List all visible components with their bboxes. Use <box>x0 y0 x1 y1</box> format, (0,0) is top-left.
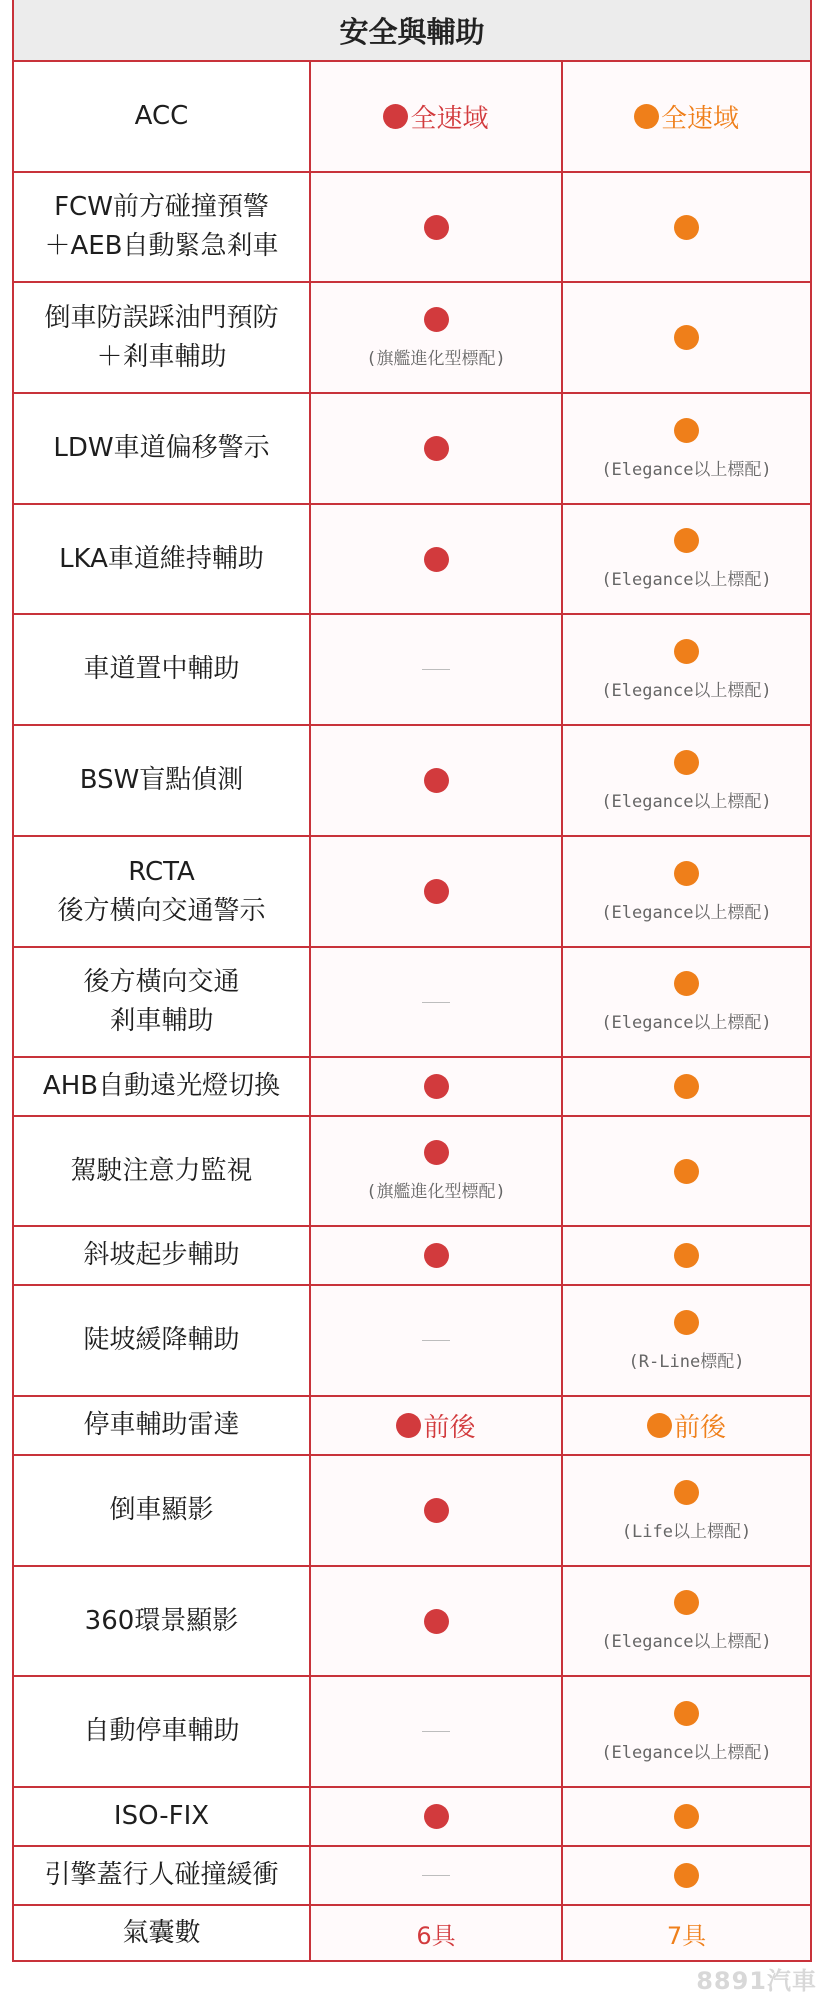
variant-a-cell <box>311 615 563 724</box>
feature-label-cell <box>14 1456 311 1565</box>
standard-dot-icon <box>674 325 699 350</box>
variant-b-cell <box>563 1677 810 1786</box>
standard-dot-icon <box>674 418 699 443</box>
not-available-dash <box>422 1731 450 1732</box>
table-row <box>14 1788 810 1847</box>
airbag-count: 7具 <box>666 1921 707 1950</box>
table-row <box>14 394 810 505</box>
not-available-dash <box>422 1002 450 1003</box>
variant-a-cell <box>311 1788 563 1845</box>
standard-dot-icon <box>424 768 449 793</box>
variant-b-cell <box>563 837 810 946</box>
standard-dot-icon <box>396 1413 421 1438</box>
variant-b-cell <box>563 62 810 171</box>
table-row <box>14 173 810 283</box>
indicator-text: 前後 <box>673 1413 726 1443</box>
feature-label: 車道置中輔助 <box>83 654 240 684</box>
standard-dot-icon <box>674 1863 699 1888</box>
variant-a-cell <box>311 505 563 613</box>
table-row <box>14 505 810 615</box>
table-row <box>14 1227 810 1286</box>
standard-dot-icon <box>674 1074 699 1099</box>
standard-dot-icon <box>674 528 699 553</box>
feature-label: AHB自動遠光燈切換 <box>42 1071 281 1101</box>
feature-label-cell <box>14 1567 311 1675</box>
standard-dot-icon <box>674 1243 699 1268</box>
feature-label: LKA車道維持輔助 <box>59 543 264 574</box>
availability-note: (旗艦進化型標配) <box>366 1182 506 1202</box>
variant-b-cell <box>563 1286 810 1395</box>
feature-label: ISO-FIX <box>113 1801 210 1831</box>
variant-a-cell <box>311 1117 563 1225</box>
standard-dot-icon <box>424 1140 449 1165</box>
feature-label-cell <box>14 726 311 835</box>
feature-label: 氣囊數 <box>122 1917 201 1948</box>
feature-label: 停車輔助雷達 <box>83 1410 240 1440</box>
section-header: 安全與輔助 <box>14 0 810 62</box>
standard-dot-icon <box>674 1480 699 1505</box>
table-row <box>14 1456 810 1567</box>
indicator-text: 前後 <box>423 1413 476 1443</box>
feature-label: ACC <box>134 101 189 131</box>
variant-b-cell <box>563 394 810 503</box>
availability-note: (旗艦進化型標配) <box>366 348 506 369</box>
variant-a-cell <box>311 283 563 392</box>
variant-b-cell <box>563 1058 810 1115</box>
availability-note: (Elegance以上標配) <box>601 570 772 590</box>
variant-a-cell <box>311 1058 563 1115</box>
standard-dot-icon <box>674 1701 699 1726</box>
feature-label-cell <box>14 1788 311 1845</box>
variant-a-cell <box>311 1456 563 1565</box>
feature-label-cell <box>14 1058 311 1115</box>
variant-a-cell <box>311 726 563 835</box>
standard-dot-icon <box>424 1074 449 1099</box>
feature-label: 360環景顯影 <box>84 1605 239 1636</box>
availability-note: (Elegance以上標配) <box>601 459 772 480</box>
indicator-text: 全速域 <box>660 104 739 134</box>
table-row <box>14 837 810 948</box>
availability-note: (Elegance以上標配) <box>601 1013 772 1033</box>
availability-note: (Elegance以上標配) <box>601 680 772 701</box>
feature-label: 後方橫向交通 <box>83 967 240 997</box>
variant-b-cell <box>563 1397 810 1454</box>
standard-dot-icon <box>634 104 659 129</box>
feature-label: FCW前方碰撞預警 <box>54 192 269 222</box>
spec-table <box>12 0 812 1962</box>
variant-a-cell <box>311 1847 563 1904</box>
standard-dot-icon <box>674 1310 699 1335</box>
availability-note: (Elegance以上標配) <box>601 791 772 812</box>
table-row <box>14 1117 810 1227</box>
standard-dot-icon <box>424 1804 449 1829</box>
variant-a-cell <box>311 1227 563 1284</box>
not-available-dash <box>422 1875 450 1876</box>
table-row <box>14 1677 810 1788</box>
variant-b-cell <box>563 615 810 724</box>
feature-label: RCTA <box>128 856 195 887</box>
availability-note: (Life以上標配) <box>621 1521 752 1542</box>
standard-dot-icon <box>674 215 699 240</box>
feature-label: ＋AEB自動緊急剎車 <box>44 231 279 261</box>
variant-b-cell <box>563 1788 810 1845</box>
not-available-dash <box>422 1340 450 1341</box>
table-row <box>14 283 810 394</box>
feature-label-cell <box>14 1286 311 1395</box>
feature-label-cell <box>14 1227 311 1284</box>
feature-label: ＋剎車輔助 <box>96 341 227 372</box>
not-available-dash <box>422 669 450 670</box>
standard-dot-icon <box>424 436 449 461</box>
variant-a-cell <box>311 1397 563 1454</box>
feature-label-cell <box>14 505 311 613</box>
standard-dot-icon <box>674 639 699 664</box>
table-row <box>14 1847 810 1906</box>
airbag-count: 6具 <box>416 1921 456 1950</box>
feature-label: LDW車道偏移警示 <box>53 433 270 463</box>
feature-label: 自動停車輔助 <box>83 1716 240 1746</box>
feature-label: 後方橫向交通警示 <box>57 895 266 926</box>
variant-a-cell <box>311 948 563 1056</box>
standard-dot-icon <box>424 547 449 572</box>
feature-label-cell <box>14 283 311 392</box>
feature-label-cell <box>14 394 311 503</box>
standard-dot-icon <box>424 1498 449 1523</box>
standard-dot-icon <box>424 879 449 904</box>
variant-a-cell <box>311 1567 563 1675</box>
variant-b-cell <box>563 948 810 1056</box>
variant-b-cell <box>563 1117 810 1225</box>
feature-label-cell <box>14 173 311 281</box>
variant-b-cell <box>563 1456 810 1565</box>
availability-note: (R-Line標配) <box>628 1351 745 1372</box>
table-row <box>14 948 810 1058</box>
feature-label-cell <box>14 1906 311 1960</box>
feature-label-cell <box>14 615 311 724</box>
feature-label-cell <box>14 837 311 946</box>
feature-label-cell <box>14 1847 311 1904</box>
standard-dot-icon <box>674 971 699 996</box>
feature-label: 陡坡緩降輔助 <box>83 1325 240 1355</box>
feature-label: 倒車防誤踩油門預防 <box>44 302 279 333</box>
availability-note: (Elegance以上標配) <box>601 902 772 923</box>
table-row <box>14 1906 810 1962</box>
feature-label-cell <box>14 62 311 171</box>
feature-label: 倒車顯影 <box>109 1495 214 1525</box>
feature-label-cell <box>14 948 311 1056</box>
variant-a-cell <box>311 1677 563 1786</box>
standard-dot-icon <box>383 104 408 129</box>
indicator-text: 全速域 <box>410 104 489 134</box>
variant-b-cell <box>563 283 810 392</box>
availability-note: (Elegance以上標配) <box>601 1742 772 1763</box>
variant-b-cell <box>563 505 810 613</box>
table-row <box>14 62 810 173</box>
variant-a-cell <box>311 173 563 281</box>
availability-note: (Elegance以上標配) <box>601 1632 772 1652</box>
feature-label-cell <box>14 1677 311 1786</box>
variant-a-cell <box>311 1286 563 1395</box>
table-row <box>14 615 810 726</box>
variant-a-cell <box>311 1906 563 1960</box>
feature-label: BSW盲點偵測 <box>79 765 244 795</box>
standard-dot-icon <box>674 861 699 886</box>
standard-dot-icon <box>424 215 449 240</box>
standard-dot-icon <box>674 1590 699 1615</box>
feature-label: 剎車輔助 <box>109 1006 214 1036</box>
variant-b-cell <box>563 173 810 281</box>
standard-dot-icon <box>674 1804 699 1829</box>
standard-indicator <box>647 1407 726 1444</box>
variant-b-cell <box>563 1227 810 1284</box>
variant-b-cell <box>563 1847 810 1904</box>
table-row <box>14 1058 810 1117</box>
standard-dot-icon <box>424 1609 449 1634</box>
variant-a-cell <box>311 394 563 503</box>
table-row <box>14 726 810 837</box>
table-row <box>14 1567 810 1677</box>
feature-label-cell <box>14 1397 311 1454</box>
feature-label: 駕駛注意力監視 <box>70 1155 253 1186</box>
feature-label: 斜坡起步輔助 <box>83 1240 240 1270</box>
table-row <box>14 1397 810 1456</box>
standard-dot-icon <box>674 750 699 775</box>
standard-dot-icon <box>647 1413 672 1438</box>
variant-b-cell <box>563 726 810 835</box>
standard-indicator <box>634 98 739 135</box>
standard-dot-icon <box>424 1243 449 1268</box>
variant-a-cell <box>311 837 563 946</box>
table-row <box>14 1286 810 1397</box>
watermark: 8891汽車 <box>696 1967 817 1995</box>
variant-b-cell <box>563 1906 810 1960</box>
variant-b-cell <box>563 1567 810 1675</box>
standard-indicator <box>396 1407 475 1444</box>
feature-label: 引擎蓋行人碰撞緩衝 <box>44 1860 279 1890</box>
variant-a-cell <box>311 62 563 171</box>
standard-dot-icon <box>674 1159 699 1184</box>
standard-dot-icon <box>424 307 449 332</box>
standard-indicator <box>383 98 488 135</box>
feature-label-cell <box>14 1117 311 1225</box>
